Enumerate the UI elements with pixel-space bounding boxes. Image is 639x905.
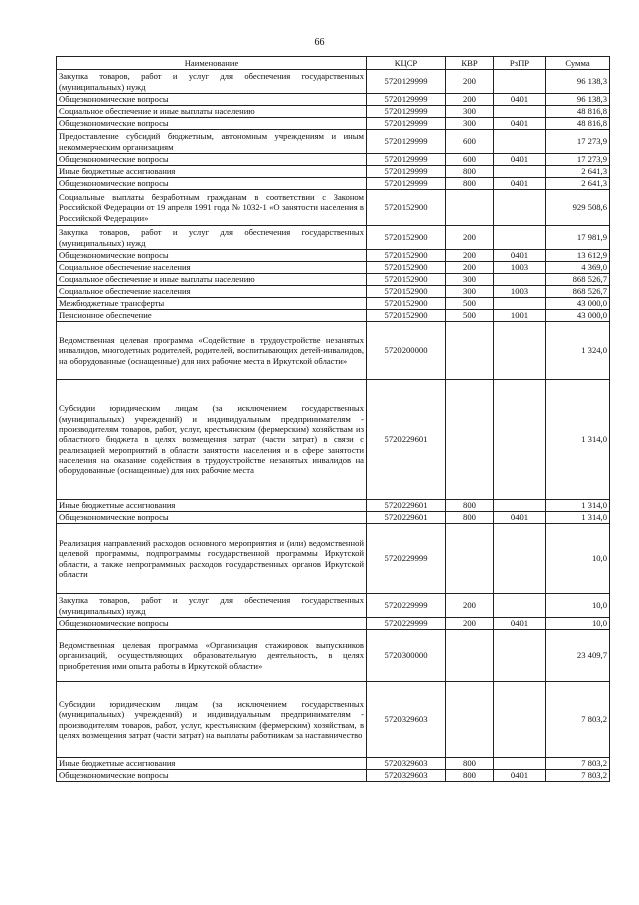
cell-rzpr: 0401 (494, 618, 546, 630)
cell-kvr: 800 (446, 500, 494, 512)
cell-name: Общеэкономические вопросы (57, 618, 367, 630)
cell-rzpr (494, 322, 546, 380)
header-sum: Сумма (546, 57, 610, 70)
table-row (57, 250, 610, 262)
cell-sum: 1 314,0 (546, 380, 610, 500)
table-row (57, 274, 610, 286)
cell-sum: 1 314,0 (546, 512, 610, 524)
table-row (57, 380, 610, 500)
table-row (57, 512, 610, 524)
cell-sum: 17 981,9 (546, 226, 610, 250)
cell-kcsr: 5720152900 (367, 298, 446, 310)
cell-kcsr: 5720200000 (367, 322, 446, 380)
cell-name: Иные бюджетные ассигнования (57, 166, 367, 178)
cell-name: Иные бюджетные ассигнования (57, 758, 367, 770)
cell-name: Общеэкономические вопросы (57, 94, 367, 106)
header-kvr: КВР (446, 57, 494, 70)
cell-sum: 48 816,8 (546, 118, 610, 130)
cell-name: Пенсионное обеспечение (57, 310, 367, 322)
cell-kvr: 200 (446, 618, 494, 630)
table-row (57, 286, 610, 298)
cell-rzpr (494, 106, 546, 118)
cell-kvr: 500 (446, 298, 494, 310)
cell-rzpr (494, 70, 546, 94)
cell-kcsr: 5720329603 (367, 770, 446, 782)
cell-name: Социальное обеспечение и иные выплаты населению (57, 274, 367, 286)
cell-kcsr: 5720129999 (367, 94, 446, 106)
cell-rzpr (494, 190, 546, 226)
cell-sum: 23 409,7 (546, 630, 610, 682)
cell-kvr (446, 380, 494, 500)
budget-table (56, 56, 610, 782)
cell-name: Субсидии юридическим лицам (за исключением государственных (муниципальных) учреждений) и индивидуальным предпринимателям - производителям товаров, работ, услуг, крестьянским (фермерским) хозяйствам, в целях возмещения затрат (части затрат) на выплаты работникам за наставничество (57, 682, 367, 758)
cell-sum: 13 612,9 (546, 250, 610, 262)
cell-name: Ведомственная целевая программа «Содействие в трудоустройстве незанятых инвалидов, многодетных родителей, родителей, воспитывающих детей-инвалидов, на оборудованные (оснащенные) для них рабочие места в Иркутской области» (57, 322, 367, 380)
table-row (57, 130, 610, 154)
cell-name: Закупка товаров, работ и услуг для обеспечения государственных (муниципальных) нужд (57, 70, 367, 94)
cell-kvr: 800 (446, 770, 494, 782)
table-row (57, 154, 610, 166)
cell-rzpr (494, 758, 546, 770)
cell-kcsr: 5720129999 (367, 118, 446, 130)
cell-kvr: 300 (446, 106, 494, 118)
cell-kvr: 300 (446, 118, 494, 130)
cell-sum: 96 138,3 (546, 70, 610, 94)
table-row (57, 298, 610, 310)
cell-kvr: 200 (446, 94, 494, 106)
cell-kvr: 800 (446, 512, 494, 524)
page-number: 66 (314, 37, 325, 48)
cell-sum: 10,0 (546, 594, 610, 618)
cell-rzpr: 0401 (494, 154, 546, 166)
cell-rzpr (494, 594, 546, 618)
cell-name: Закупка товаров, работ и услуг для обеспечения государственных (муниципальных) нужд (57, 594, 367, 618)
cell-name: Социальное обеспечение и иные выплаты населению (57, 106, 367, 118)
cell-kvr: 300 (446, 274, 494, 286)
table-row (57, 190, 610, 226)
cell-kcsr: 5720129999 (367, 70, 446, 94)
cell-kvr (446, 524, 494, 594)
cell-rzpr (494, 500, 546, 512)
cell-sum: 43 000,0 (546, 298, 610, 310)
table-row (57, 310, 610, 322)
cell-rzpr (494, 226, 546, 250)
table-header-row (57, 57, 610, 70)
cell-kvr: 200 (446, 70, 494, 94)
cell-kcsr: 5720229999 (367, 618, 446, 630)
cell-kvr: 200 (446, 250, 494, 262)
cell-rzpr: 1003 (494, 286, 546, 298)
table-row (57, 166, 610, 178)
table-row (57, 262, 610, 274)
table-row (57, 758, 610, 770)
cell-kcsr: 5720129999 (367, 178, 446, 190)
cell-kcsr: 5720229999 (367, 594, 446, 618)
cell-rzpr (494, 682, 546, 758)
cell-kcsr: 5720152900 (367, 286, 446, 298)
table-row (57, 178, 610, 190)
cell-sum: 17 273,9 (546, 154, 610, 166)
cell-name: Ведомственная целевая программа «Организация стажировок выпускников организаций, осуществляющих образовательную деятельность, в целях приобретения ими опыта работы в Иркутской области» (57, 630, 367, 682)
cell-kvr: 800 (446, 166, 494, 178)
cell-name: Общеэкономические вопросы (57, 178, 367, 190)
cell-sum: 96 138,3 (546, 94, 610, 106)
cell-sum: 17 273,9 (546, 130, 610, 154)
cell-rzpr: 0401 (494, 512, 546, 524)
cell-rzpr: 0401 (494, 178, 546, 190)
cell-kcsr: 5720329603 (367, 758, 446, 770)
table-row (57, 500, 610, 512)
cell-kvr (446, 322, 494, 380)
cell-name: Общеэкономические вопросы (57, 118, 367, 130)
table-row (57, 106, 610, 118)
cell-kcsr: 5720229601 (367, 500, 446, 512)
cell-kcsr: 5720152900 (367, 274, 446, 286)
header-name: Наименование (57, 57, 367, 70)
cell-kcsr: 5720300000 (367, 630, 446, 682)
table-row (57, 630, 610, 682)
cell-kcsr: 5720329603 (367, 682, 446, 758)
cell-rzpr: 1001 (494, 310, 546, 322)
table-row (57, 682, 610, 758)
cell-kvr: 200 (446, 226, 494, 250)
cell-rzpr: 0401 (494, 94, 546, 106)
cell-sum: 7 803,2 (546, 770, 610, 782)
cell-kcsr: 5720229999 (367, 524, 446, 594)
cell-kvr: 200 (446, 594, 494, 618)
cell-sum: 10,0 (546, 524, 610, 594)
cell-rzpr (494, 274, 546, 286)
cell-name: Реализация направлений расходов основного мероприятия и (или) ведомственной целевой программы, подпрограммы государственной программы Иркутской области, а также непрограммных расходов государственных органов Иркутской области (57, 524, 367, 594)
cell-kvr: 800 (446, 758, 494, 770)
cell-sum: 868 526,7 (546, 274, 610, 286)
header-kcsr: КЦСР (367, 57, 446, 70)
table-row (57, 70, 610, 94)
table-row (57, 94, 610, 106)
cell-kcsr: 5720152900 (367, 310, 446, 322)
cell-kcsr: 5720129999 (367, 154, 446, 166)
cell-sum: 868 526,7 (546, 286, 610, 298)
cell-name: Социальные выплаты безработным гражданам в соответствии с Законом Российской Федерации от 19 апреля 1991 года № 1032-1 «О занятости населения в Российской Федерации» (57, 190, 367, 226)
cell-kcsr: 5720129999 (367, 106, 446, 118)
cell-kcsr: 5720129999 (367, 130, 446, 154)
cell-rzpr (494, 166, 546, 178)
cell-name: Субсидии юридическим лицам (за исключением государственных (муниципальных) учреждений) и индивидуальным предпринимателям - производителям товаров, работ, услуг, крестьянским (фермерским) хозяйствам из областного бюджета в целях возмещения затрат (части затрат) в связи с реализацией мероприятий в области занятости населения и в сфере занятости населения на оказание содействия в трудоустройстве незанятых инвалидов на оборудованные (оснащенные) для них рабочие места (57, 380, 367, 500)
cell-kcsr: 5720229601 (367, 512, 446, 524)
cell-rzpr (494, 130, 546, 154)
cell-sum: 7 803,2 (546, 758, 610, 770)
cell-sum: 929 508,6 (546, 190, 610, 226)
cell-kcsr: 5720152900 (367, 250, 446, 262)
cell-rzpr: 0401 (494, 118, 546, 130)
cell-name: Социальное обеспечение населения (57, 262, 367, 274)
cell-kvr (446, 682, 494, 758)
cell-kvr (446, 190, 494, 226)
table-row (57, 322, 610, 380)
table-row (57, 618, 610, 630)
cell-sum: 10,0 (546, 618, 610, 630)
cell-sum: 2 641,3 (546, 178, 610, 190)
cell-kvr: 600 (446, 154, 494, 166)
cell-sum: 43 000,0 (546, 310, 610, 322)
cell-name: Закупка товаров, работ и услуг для обеспечения государственных (муниципальных) нужд (57, 226, 367, 250)
cell-rzpr (494, 630, 546, 682)
cell-rzpr: 0401 (494, 250, 546, 262)
cell-name: Общеэкономические вопросы (57, 770, 367, 782)
cell-name: Межбюджетные трансферты (57, 298, 367, 310)
cell-name: Предоставление субсидий бюджетным, автономным учреждениям и иным некоммерческим организациям (57, 130, 367, 154)
cell-rzpr: 0401 (494, 770, 546, 782)
cell-name: Социальное обеспечение населения (57, 286, 367, 298)
cell-kcsr: 5720152900 (367, 262, 446, 274)
cell-name: Общеэкономические вопросы (57, 154, 367, 166)
cell-kvr: 300 (446, 286, 494, 298)
cell-kvr: 200 (446, 262, 494, 274)
cell-kvr: 800 (446, 178, 494, 190)
table-row (57, 770, 610, 782)
cell-name: Общеэкономические вопросы (57, 512, 367, 524)
table-row (57, 524, 610, 594)
cell-rzpr (494, 524, 546, 594)
cell-name: Общеэкономические вопросы (57, 250, 367, 262)
cell-kvr (446, 630, 494, 682)
cell-kcsr: 5720229601 (367, 380, 446, 500)
table-row (57, 118, 610, 130)
cell-kcsr: 5720152900 (367, 190, 446, 226)
cell-sum: 7 803,2 (546, 682, 610, 758)
cell-sum: 48 816,8 (546, 106, 610, 118)
cell-kvr: 600 (446, 130, 494, 154)
cell-rzpr (494, 298, 546, 310)
cell-name: Иные бюджетные ассигнования (57, 500, 367, 512)
cell-kcsr: 5720152900 (367, 226, 446, 250)
table-row (57, 226, 610, 250)
cell-sum: 1 314,0 (546, 500, 610, 512)
cell-sum: 4 369,0 (546, 262, 610, 274)
header-rzpr: РзПР (494, 57, 546, 70)
cell-sum: 2 641,3 (546, 166, 610, 178)
cell-rzpr: 1003 (494, 262, 546, 274)
cell-rzpr (494, 380, 546, 500)
cell-sum: 1 324,0 (546, 322, 610, 380)
cell-kvr: 500 (446, 310, 494, 322)
table-row (57, 594, 610, 618)
cell-kcsr: 5720129999 (367, 166, 446, 178)
